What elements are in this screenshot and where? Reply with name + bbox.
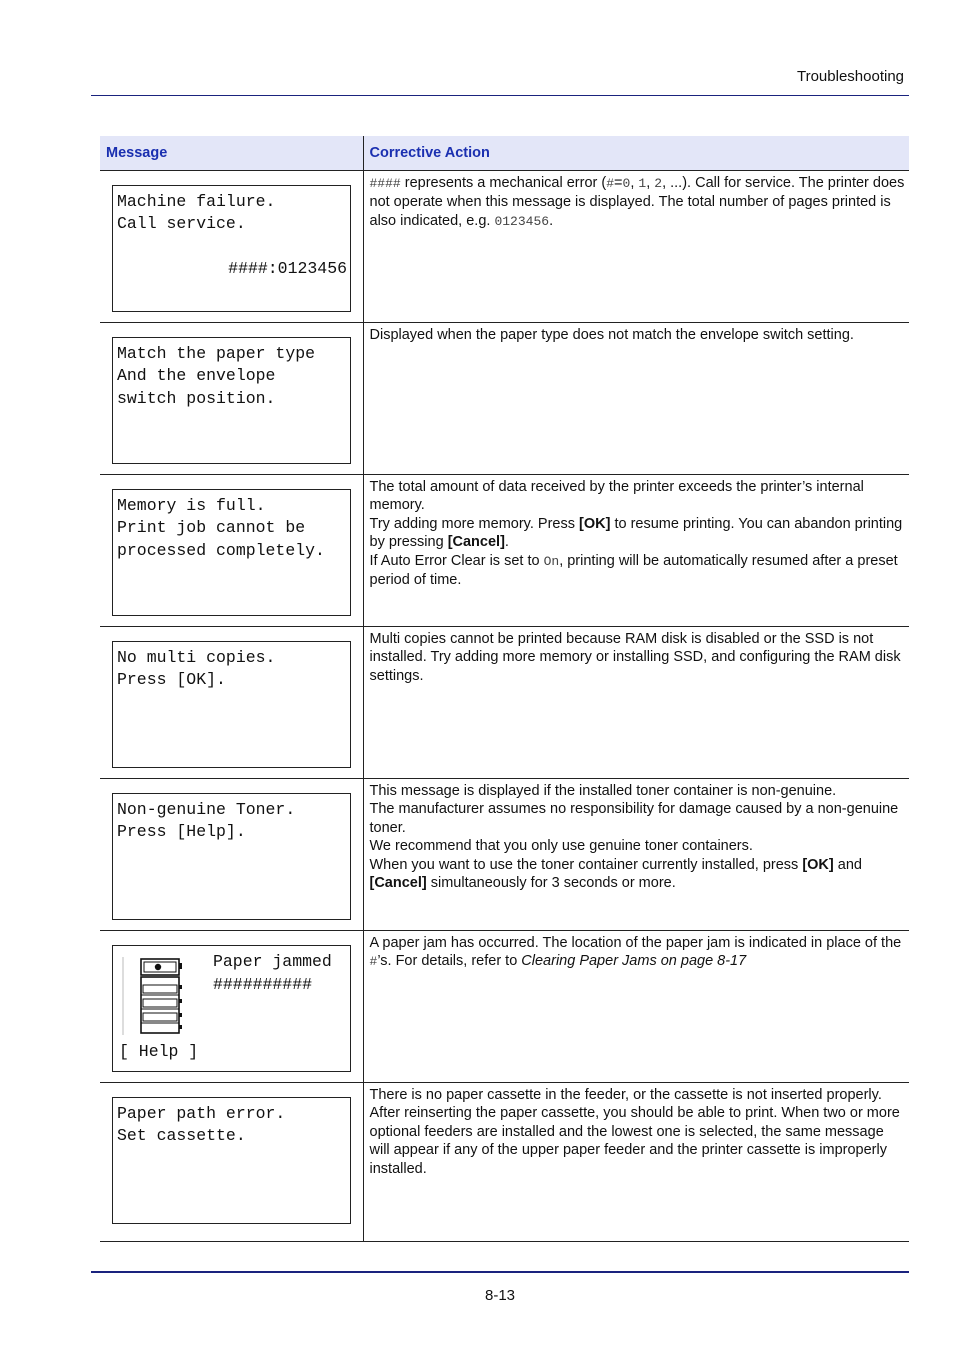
lcd-line: Print job cannot be	[117, 518, 306, 538]
lcd-line: switch position.	[117, 388, 276, 408]
running-header: Troubleshooting	[796, 68, 904, 85]
action-cell	[363, 1082, 909, 1241]
action-text: .	[504, 534, 509, 550]
message-cell	[100, 930, 363, 1082]
message-cell	[100, 474, 363, 626]
lcd-display	[112, 1097, 351, 1224]
lcd-help-softkey: [ Help ]	[119, 1041, 199, 1061]
hash-symbol: #	[369, 954, 378, 969]
column-header-action: Corrective Action	[363, 136, 909, 170]
message-cell	[100, 322, 363, 474]
table-row	[100, 930, 909, 1082]
hash-symbol: #	[606, 175, 615, 191]
action-cell	[363, 474, 909, 626]
action-text: This message is displayed if the installed toner container is non-genuine.	[369, 782, 837, 799]
action-text: The manufacturer assumes no responsibility for damage caused by a non-genuine toner.	[369, 801, 899, 836]
ok-key-label: [OK]	[579, 515, 611, 532]
printer-paper-jam-icon	[121, 955, 183, 1037]
cross-reference-link[interactable]: Clearing Paper Jams on page 8-17	[521, 953, 747, 969]
lcd-line: ####:0123456	[228, 259, 347, 279]
message-cell	[100, 626, 363, 778]
action-cell	[363, 170, 909, 322]
action-paragraph	[370, 515, 906, 552]
lcd-line: processed completely.	[117, 540, 325, 560]
lcd-display	[112, 489, 351, 616]
lcd-line: Paper path error.	[117, 1103, 286, 1123]
action-text: If Auto Error Clear is set to	[369, 552, 544, 569]
lcd-line: Call service.	[117, 214, 246, 234]
lcd-line: Match the paper type	[117, 343, 316, 363]
action-text: When you want to use the toner container currently installed, press	[369, 856, 803, 873]
lcd-jam-location: ##########	[213, 974, 313, 994]
action-text: We recommend that you only use genuine toner containers.	[369, 838, 753, 854]
header-rule	[91, 95, 909, 96]
code-value: 0	[622, 175, 631, 191]
lcd-jam-title: Paper jammed	[213, 951, 332, 971]
separator: ,	[646, 174, 655, 191]
action-text: , ...). Call for service. The printer does not operate when this message is displayed. The total number of pages printed is also indicated, e.g.	[369, 174, 905, 229]
action-text: Multi copies cannot be printed because RAM disk is disabled or the SSD is not installed. Try adding more memory or installing SSD, and configuring the RAM disk settings.	[369, 630, 901, 684]
lcd-display	[112, 793, 351, 920]
table-row	[100, 170, 909, 322]
action-text: There is no paper cassette in the feeder, or the cassette is not inserted properly. After reinserting the paper cassette, you should be able to print. When two or more optional feeders are installed and the lowest one is selected, the same message will appear if any of the upper paper feeder and the printer cassette is improperly installed.	[369, 1086, 900, 1177]
footer-rule	[91, 1271, 909, 1273]
action-text: , printing will be automatically resumed after a preset period of time.	[369, 552, 898, 588]
error-code: ####	[369, 175, 401, 191]
message-cell	[100, 170, 363, 322]
action-cell	[363, 322, 909, 474]
action-paragraph	[370, 856, 906, 893]
separator: ,	[630, 174, 639, 191]
action-text: and	[833, 856, 862, 873]
cancel-key-label: [Cancel]	[447, 534, 505, 550]
message-cell	[100, 1082, 363, 1241]
message-cell	[100, 778, 363, 930]
action-text: A paper jam has occurred. The location of the paper jam is indicated in place of the	[369, 934, 902, 951]
action-text: represents a mechanical error (	[400, 174, 607, 191]
action-cell	[363, 930, 909, 1082]
lcd-line: And the envelope	[117, 366, 276, 386]
action-cell	[363, 626, 909, 778]
action-text: Displayed when the paper type does not match the envelope switch setting.	[369, 326, 854, 343]
page-number: 8-13	[484, 1287, 516, 1304]
table-row	[100, 322, 909, 474]
action-cell	[363, 778, 909, 930]
column-header-message: Message	[100, 136, 363, 170]
code-value: 1	[638, 175, 647, 191]
lcd-display	[112, 337, 351, 464]
lcd-line: Press [OK].	[117, 670, 226, 690]
lcd-line	[117, 236, 350, 259]
action-text: .	[549, 212, 554, 229]
table-row	[100, 778, 909, 930]
action-paragraph	[370, 552, 906, 590]
code-value: 2	[654, 175, 663, 191]
action-text: The total amount of data received by the printer exceeds the printer’s internal memory.	[369, 478, 864, 513]
lcd-display	[112, 641, 351, 768]
error-message-table	[100, 136, 909, 1242]
table-row	[100, 1082, 909, 1241]
page-count-example: 0123456	[494, 213, 550, 229]
lcd-display	[112, 945, 351, 1072]
cancel-key-label: [Cancel]	[369, 875, 427, 891]
table-row	[100, 626, 909, 778]
ok-key-label: [OK]	[802, 856, 834, 873]
action-text: to resume printing. You can abandon printing by pressing	[369, 515, 903, 550]
lcd-line: Non-genuine Toner.	[117, 799, 296, 819]
action-text: ’s. For details, refer to	[377, 953, 522, 969]
action-text: simultaneously for 3 seconds or more.	[426, 875, 676, 891]
table-header-row	[100, 136, 909, 170]
equals-sign: =	[614, 174, 623, 191]
lcd-line: Set cassette.	[117, 1126, 246, 1146]
table-row	[100, 474, 909, 626]
action-text: Try adding more memory. Press	[369, 515, 579, 532]
lcd-line: Press [Help].	[117, 822, 246, 842]
setting-value: On	[543, 553, 560, 569]
lcd-line: Memory is full.	[117, 495, 266, 515]
lcd-line: No multi copies.	[117, 647, 276, 667]
lcd-display	[112, 185, 351, 312]
lcd-line: Machine failure.	[117, 191, 276, 211]
